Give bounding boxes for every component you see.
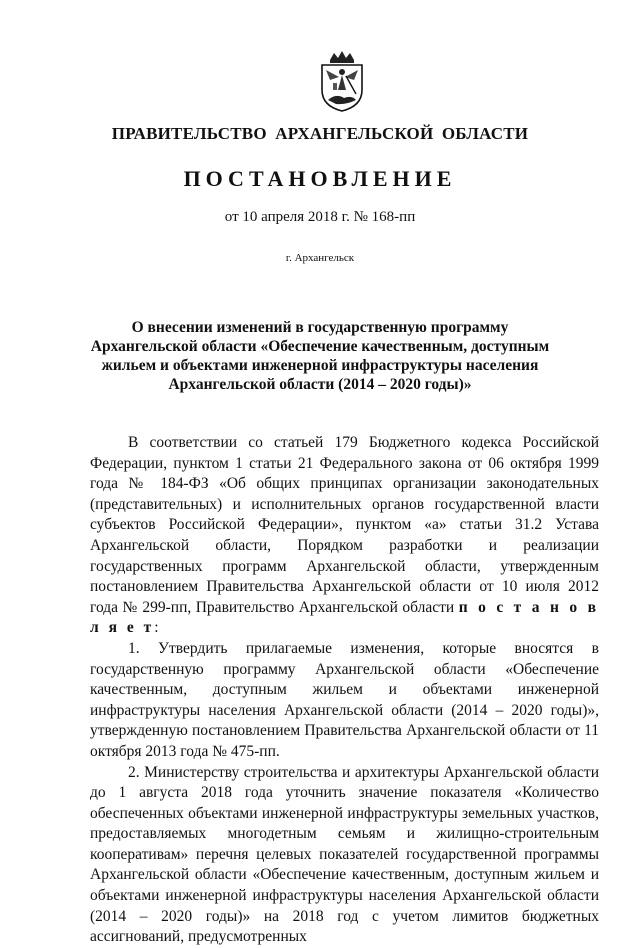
item-2-paragraph: 2. Министерству строительства и архитектуры Архангельской области до 1 августа 2018 года уточнить значение показателя «Количество обеспеченных объектами инженерной инфраструктуры земельных участков, предоставляемых многодетным семьям и жилищно-строительным кооперативам» перечня целевых показателей государственной программы Архангельской области «Обеспечение качественным, доступным жильем и объектами инженерной инфраструктуры населения Архангельской области (2014 – 2020 годы)» на 2018 год с учетом лимитов бюджетных ассигнований, предусмотренных (90, 763, 599, 946)
document-body (90, 433, 599, 948)
coat-of-arms-icon (316, 50, 368, 112)
preamble-text: В соответствии со статьей 179 Бюджетного кодекса Российской Федерации, пунктом 1 статьи 21 Федерального закона от 06 октября 1999 года № 184-ФЗ «Об общих принципах организации законодательных (представительных) и исполнительных органов государственной власти субъектов Российской Федерации», пунктом «а» статьи 31.2 Устава Архангельской области, Порядком разработки и реализации государственных программ Архангельской области, утвержденным постановлением Правительства Архангельской области от 10 июля 2012 года № 299-пп, Правительство Архангельской области (90, 434, 599, 616)
item-1-paragraph: 1. Утвердить прилагаемые изменения, которые вносятся в государственную программу Архангельской области «Обеспечение качественным, доступным жильем и объектами инженерной инфраструктуры населения Архангельской области (2014 – 2020 годы)», утвержденную постановлением Правительства Архангельской области от 11 октября 2013 года № 475-пп. (90, 639, 599, 760)
preamble-paragraph (90, 433, 599, 639)
document-subject: О внесении изменений в государственную программу Архангельской области «Обеспечение качественным, доступным жильем и объектами инженерной инфраструктуры населения Архангельской области (2014 – 2020 годы)» (90, 319, 550, 393)
government-title: ПРАВИТЕЛЬСТВО АРХАНГЕЛЬСКОЙ ОБЛАСТИ (111, 124, 529, 143)
document-type: ПОСТАНОВЛЕНИЕ (183, 166, 457, 191)
document-city: г. Архангельск (285, 252, 355, 264)
resolves-word: п о с т а н о в л я е т (90, 598, 600, 637)
document-date-number: от 10 апреля 2018 г. № 168-пп (224, 209, 416, 225)
preamble-colon: : (154, 619, 159, 637)
